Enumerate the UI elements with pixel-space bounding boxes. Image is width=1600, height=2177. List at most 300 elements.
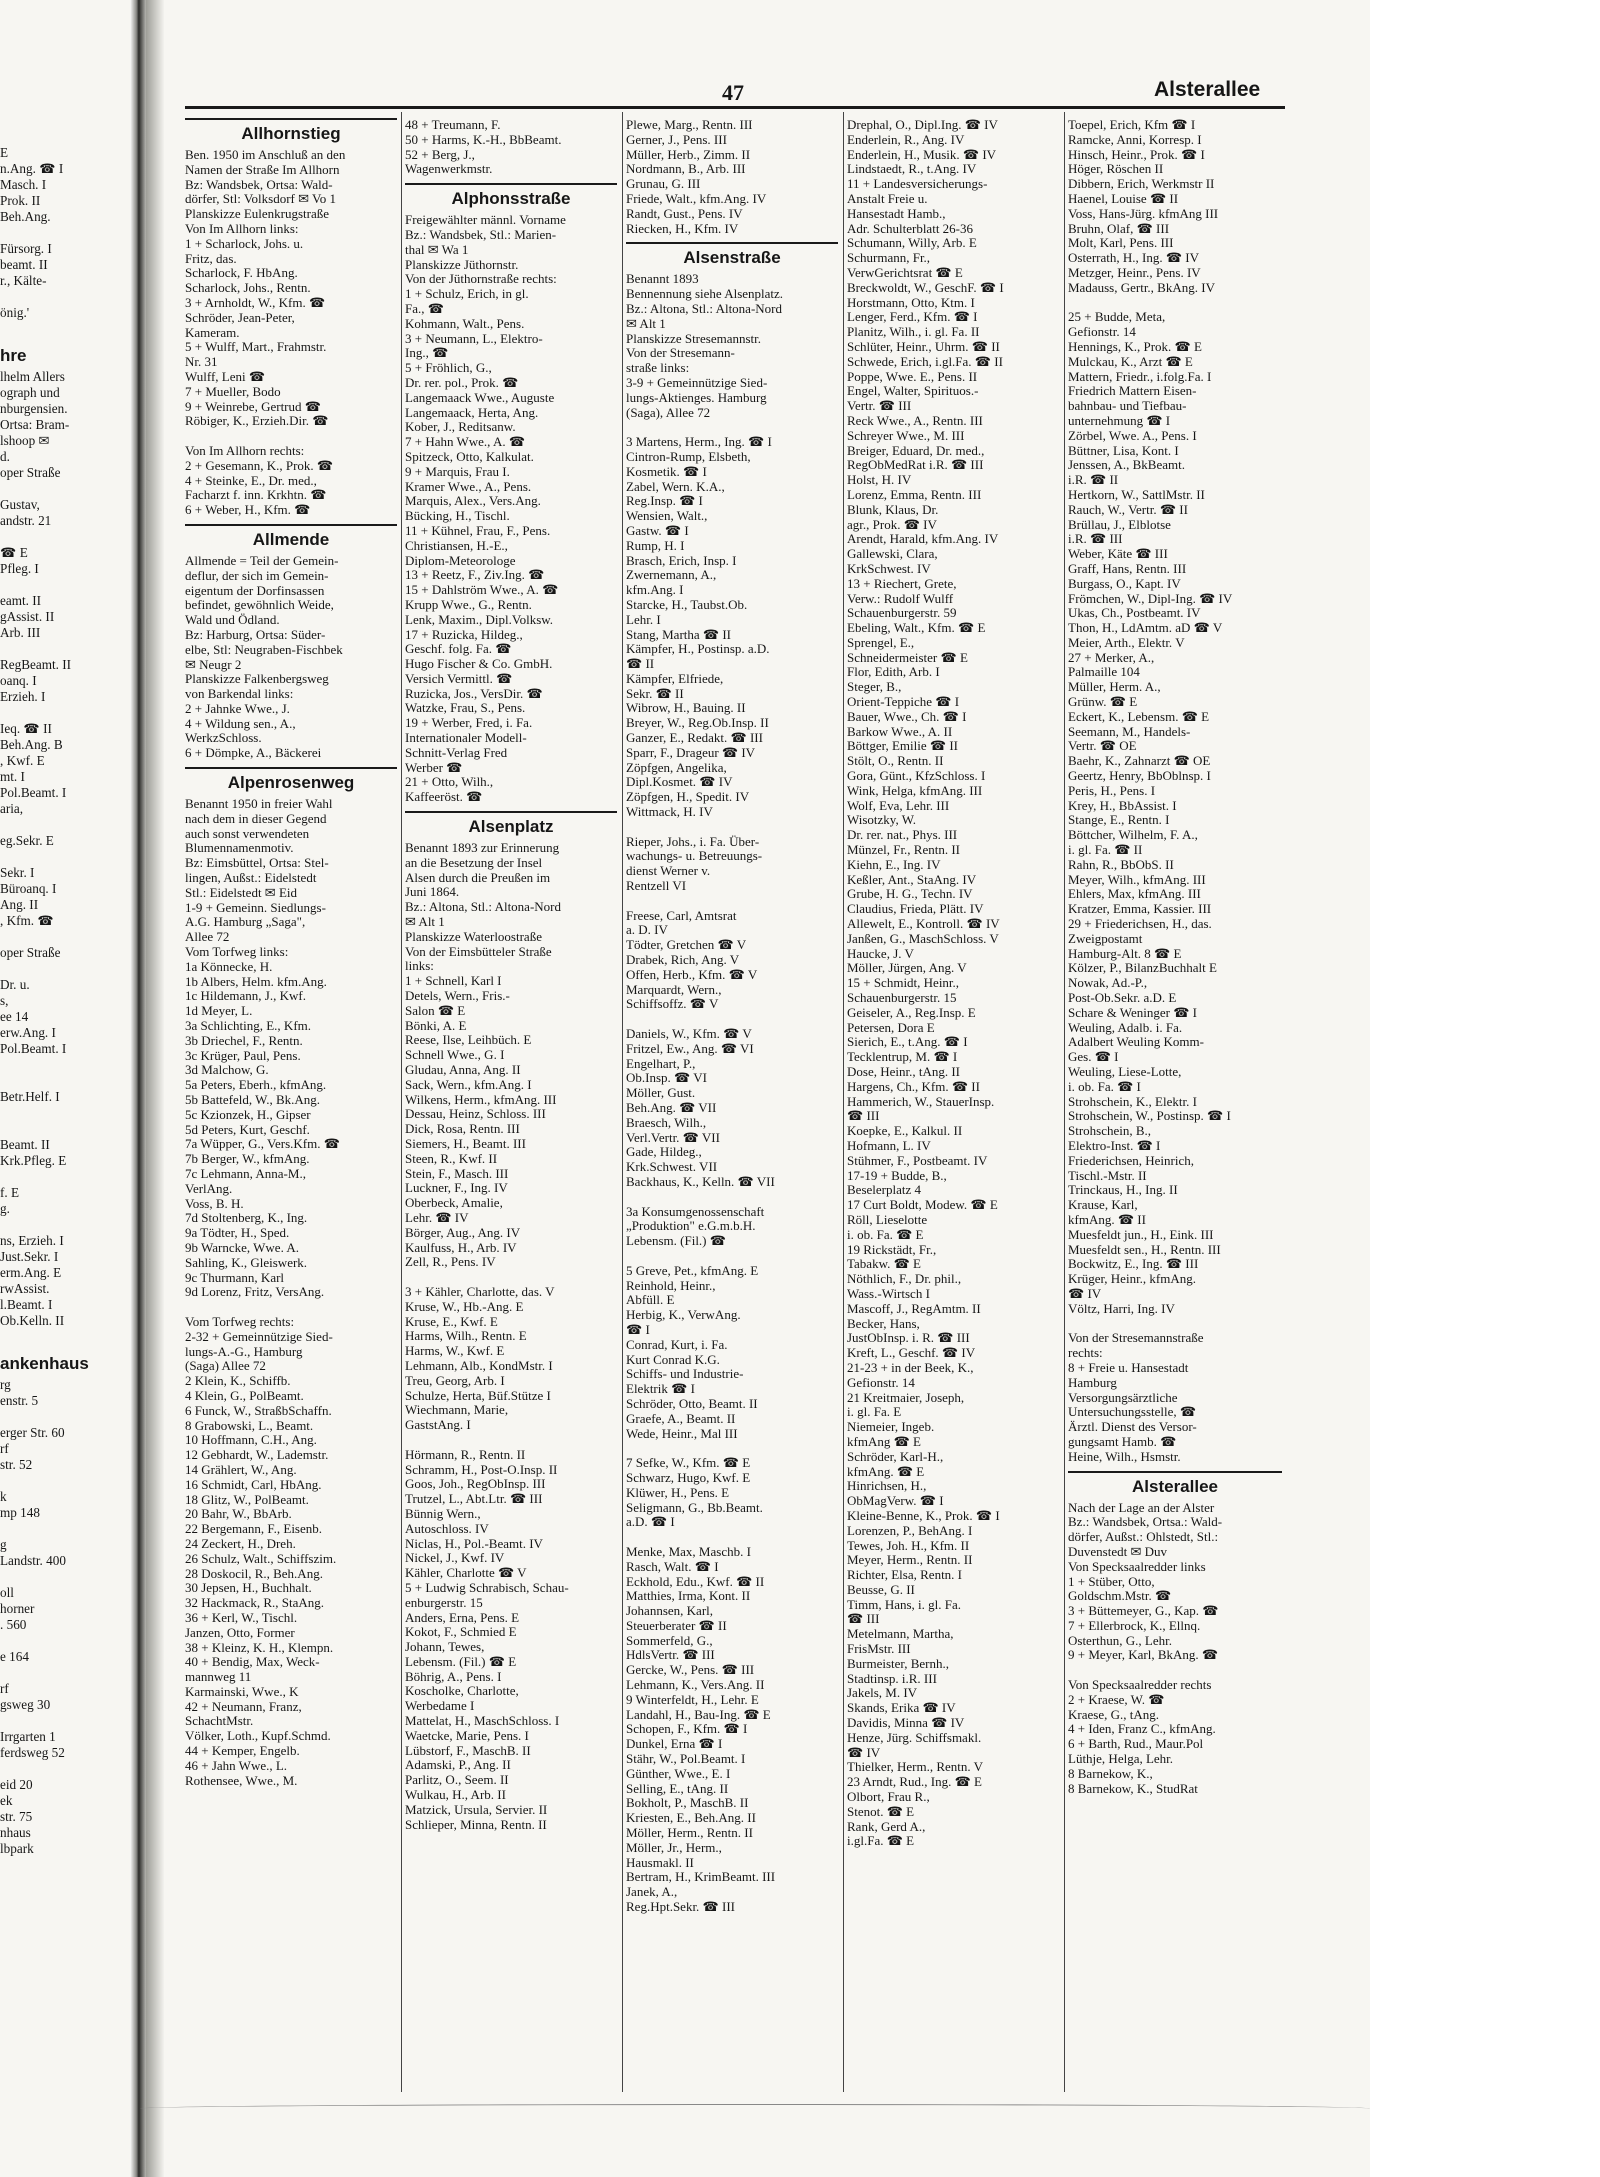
directory-line: Schwarz, Hugo, Kwf. E [626,1470,751,1485]
directory-line: ☎ III [847,1109,880,1124]
directory-line: 13 + Reetz, F., Ziv.Ing. ☎ [405,568,545,583]
directory-line: 7b Berger, W., kfmAng. [185,1152,310,1167]
directory-line: thal ✉ Wa 1 [405,242,469,257]
fragment-line [0,1473,128,1489]
directory-line: Fritzel, Ew., Ang. ☎ VI [626,1041,754,1056]
fragment-line: Just.Sekr. I [0,1249,59,1264]
directory-line: Reese, Ilse, Leihbüch. E [405,1033,532,1048]
fragment-line [0,1057,128,1073]
directory-line: Drabek, Rich, Ang. V [626,953,740,968]
fragment-line: l.Beamt. I [0,1297,53,1312]
directory-line: Zöpfgen, H., Spedit. IV [626,790,750,805]
directory-line: Schramm, H., Post-O.Insp. II [405,1462,558,1477]
directory-line: Lehr. ☎ IV [405,1210,469,1225]
directory-line: Bz.: Altona, Stl.: Altona-Nord [405,900,561,915]
directory-line: Völtz, Harri, Ing. IV [1068,1301,1175,1316]
directory-line: Karmainski, Wwe., K [185,1684,299,1699]
directory-line: Randt, Gust., Pens. IV [626,206,743,221]
directory-line: 17 Curt Boldt, Modew. ☎ E [847,1198,998,1213]
directory-line: 8 Barnekow, K., StudRat [1068,1781,1198,1796]
directory-line: Wolf, Eva, Lehr. III [847,798,950,813]
directory-line: enburgerstr. 15 [405,1595,483,1610]
directory-line: Kramer Wwe., A., Pens. [405,479,532,494]
fragment-line: ograph und [0,385,60,400]
directory-line: Schauenburgerstr. 15 [847,991,957,1006]
directory-line: 2 Klein, K., Schiffb. [185,1374,291,1389]
directory-line: Johannsen, Karl, [626,1604,714,1619]
directory-line: Ärztl. Dienst des Versor- [1068,1420,1197,1435]
directory-line: Schiffs- und Industrie- [626,1367,744,1382]
directory-line: bahnbau- und Tiefbau- [1068,399,1187,414]
directory-line: Hansestadt Hamb., [847,206,946,221]
directory-line: Sack, Wern., kfm.Ang. I [405,1077,532,1092]
directory-line: Kurt Conrad K.G. [626,1352,720,1367]
directory-line: Müller, Herb., Zimm. II [626,147,751,162]
directory-line: 5 + Fröhlich, G., [405,361,492,376]
street-heading: Alphonsstraße [405,183,617,210]
directory-line: Zörbel, Wwe. A., Pens. I [1068,428,1197,443]
directory-line: Kosmetik. ☎ I [626,464,707,479]
directory-line: 3b Driechel, F., Rentn. [185,1033,303,1048]
directory-line: Nowak, Ad.-P., [1068,976,1148,991]
directory-line: straße links: [626,361,690,376]
directory-line: Kämpfer, Elfriede, [626,671,724,686]
directory-line: 9 + Weinrebe, Gertrud ☎ [185,399,321,414]
directory-line: Namen der Straße Im Allhorn [185,162,340,177]
directory-line: i. gl. Fa. E [847,1405,902,1420]
directory-line: 10 Hoffmann, C.H., Ang. [185,1433,317,1448]
directory-line: 2 + Kraese, W. ☎ [1068,1692,1165,1707]
directory-line: VerlAng. [185,1181,233,1196]
directory-line: Gludau, Anna, Ang. II [405,1063,521,1078]
fragment-line: nhaus [0,1825,31,1840]
directory-line: Zwernemann, A., [626,568,717,583]
directory-line: ☎ II [626,657,655,672]
directory-line: 17-19 + Budde, B., [847,1168,947,1183]
directory-line: Schnitt-Verlag Fred [405,745,508,760]
directory-line: Gallewski, Clara, [847,547,938,562]
directory-line: Seligmann, G., Bb.Beamt. [626,1500,763,1515]
directory-line: kfmAng ☎ E [847,1434,921,1449]
fragment-line [0,1633,128,1649]
fragment-line [0,641,128,657]
directory-line: Kameram. [185,325,240,340]
fragment-line: Pfleg. I [0,561,39,576]
directory-line: Beselerplatz 4 [847,1183,921,1198]
fragment-line: erm.Ang. E [0,1265,62,1280]
directory-line: Hennings, K., Prok. ☎ E [1068,339,1202,354]
street-heading: Allmende [185,524,397,551]
directory-line: Kämpfer, H., Postinsp. a.D. [626,642,770,657]
street-heading: Alsenstraße [626,242,838,269]
directory-line: 11 + Landesversicherungs- [847,177,988,192]
directory-line: Benannt 1893 zur Erinnerung [405,841,560,856]
directory-line: Lindstaedt, R., t.Ang. IV [847,162,977,177]
directory-line: Von der Eimsbütteler Straße [405,944,552,959]
fragment-line: E [0,145,9,160]
directory-line: Bz: Wandsbek, Ortsa: Wald- [185,177,333,192]
directory-line: deflur, der sich im Gemein- [185,568,329,583]
directory-line: Siemers, H., Beamt. III [405,1137,526,1151]
directory-line: Reg.Hpt.Sekr. ☎ III [626,1900,735,1915]
fragment-heading: ankenhaus [0,1354,89,1373]
directory-line: lungs-A.-G., Hamburg [185,1344,303,1359]
directory-line: Sierich, E., t.Ang. ☎ I [847,1035,968,1050]
directory-line: Claudius, Frieda, Plätt. IV [847,902,984,917]
directory-line: Diplom-Meteorologe [405,553,516,568]
directory-line: Strohschein, W., Postinsp. ☎ I [1068,1109,1231,1124]
street-heading: Allhornstieg [185,118,397,145]
directory-line: Osterthun, G., Lehr. [1068,1633,1172,1648]
directory-line: Tewes, Joh. H., Kfm. II [847,1538,970,1553]
directory-line: Grube, H. G., Techn. IV [847,887,973,902]
directory-line: Bockwitz, E., Ing. ☎ III [1068,1257,1199,1272]
fragment-line: ☎ E [0,545,28,560]
directory-line: Schlieper, Minna, Rentn. II [405,1817,547,1832]
directory-line: Jenssen, A., BkBeamt. [1068,458,1185,473]
directory-line: Von Specksaalredder rechts [1068,1678,1212,1693]
directory-line: Beh.Ang. ☎ VII [626,1101,717,1115]
directory-line: Benannt 1893 [626,272,699,287]
directory-line: Lübstorf, F., MaschB. II [405,1743,531,1758]
fragment-spacer [0,1329,128,1345]
directory-line: Wibrow, H., Bauing. II [626,701,746,716]
directory-line: Peris, H., Pens. I [1068,783,1156,798]
directory-line: 26 Schulz, Walt., Schiffszim. [185,1551,337,1566]
directory-line: Hausmakl. II [626,1855,694,1870]
directory-line: Schröder, Otto, Beamt. II [626,1396,758,1411]
fragment-line: r., Kälte- [0,273,47,288]
directory-line: Schröder, Karl-H., [847,1449,944,1464]
directory-line: kfm.Ang. I [626,583,684,598]
directory-line [626,1190,838,1205]
directory-line: Osterrath, H., Ing. ☎ IV [1068,251,1199,266]
directory-line: Von der Stresemann- [626,346,735,361]
directory-line: Vom Torfweg links: [185,945,289,960]
directory-line: Olbort, Frau R., [847,1790,930,1805]
directory-line: 4 + Iden, Franz C., kfmAng. [1068,1722,1216,1737]
directory-line: VerwGerichtsrat ☎ E [847,265,963,280]
directory-line: Stähr, W., Pol.Beamt. I [626,1752,746,1767]
directory-line: Scharlock, Johs., Rentn. [185,281,311,296]
directory-line [626,1530,838,1545]
directory-line: Lenger, Ferd., Kfm. ☎ I [847,310,978,325]
directory-line: Planskizze Jüthornstr. [405,257,519,272]
directory-line: Matthies, Irma, Kont. II [626,1589,751,1604]
directory-line: Elektrik ☎ I [626,1382,695,1397]
directory-line: Wald und Ödland. [185,613,280,628]
directory-line: lungs-Aktienges. Hamburg [626,390,767,405]
fragment-line: Büroanq. I [0,881,57,896]
directory-line: Böhrig, A., Pens. I [405,1669,502,1684]
directory-line: Planskizze Eulenkrugstraße [185,207,330,222]
header-rule [185,106,1285,109]
directory-line: ☎ I [626,1322,650,1337]
directory-line: Riecken, H., Kfm. IV [626,221,739,236]
directory-line: Büttner, Lisa, Kont. I [1068,443,1179,458]
directory-line: GaststAng. I [405,1418,471,1433]
fragment-line: oll [0,1585,14,1600]
fragment-line: g. [0,1201,10,1216]
street-heading: Alsenplatz [405,811,617,838]
fragment-line [0,1217,128,1233]
directory-line: Orient-Teppiche ☎ I [847,695,960,710]
directory-line: Ruzicka, Jos., VersDir. ☎ [405,686,543,701]
directory-line: Anstalt Freie u. [847,191,928,206]
directory-line: Lehmann, K., Vers.Ang. II [626,1678,765,1693]
directory-line: Hörmann, R., Rentn. II [405,1447,526,1462]
directory-line: 46 + Jahn Wwe., L. [185,1758,288,1773]
directory-line: Gefionstr. 14 [847,1375,915,1390]
directory-line: nach dem in dieser Gegend [185,811,327,826]
directory-line: Marquis, Alex., Vers.Ang. [405,494,541,509]
fragment-line: eamt. II [0,593,42,608]
directory-line: Schiffsoffz. ☎ V [626,997,719,1012]
directory-line: „Produktion" e.G.m.b.H. [626,1219,756,1234]
directory-line: Goos, Joh., RegObInsp. III [405,1477,546,1492]
directory-line: Ges. ☎ I [1068,1050,1119,1065]
directory-line: Wisotzky, W. [847,813,917,828]
fragment-line: Ortsa: Bram- [0,417,70,432]
directory-line: links: [405,959,434,974]
directory-line: Verl.Vertr. ☎ VII [626,1130,720,1145]
directory-line: 5b Battefeld, W., Bk.Ang. [185,1093,321,1108]
directory-line: Autoschloss. IV [405,1521,489,1536]
fragment-line: horner [0,1601,35,1616]
directory-line: dörfer, Außst.: Ohlstedt, Stl.: [1068,1530,1219,1545]
directory-line: Wede, Heinr., Mal III [626,1426,738,1441]
directory-line: Freese, Carl, Amtsrat [626,908,737,923]
directory-line: Bennennung siehe Alsenplatz. [626,287,784,302]
fragment-line: Landstr. 400 [0,1553,66,1568]
directory-line: Wulkau, H., Arb. II [405,1788,506,1803]
directory-line: Reinhold, Heinr., [626,1278,716,1293]
fragment-line: Gustav, [0,497,40,512]
directory-line: Schumann, Willy, Arb. E [847,236,977,251]
fragment-line: . 560 [0,1617,27,1632]
directory-line: mannweg 11 [185,1670,252,1685]
directory-line: Lorenzen, P., BehAng. I [847,1523,973,1538]
directory-line: Krupp Wwe., G., Rentn. [405,597,532,612]
directory-line: Poppe, Wwe. E., Pens. II [847,369,978,384]
directory-line: Muesfeldt sen., H., Rentn. III [1068,1242,1221,1257]
directory-line: Geiseler, A., Reg.Insp. E [847,1005,976,1020]
directory-line: 8 + Freie u. Hansestadt [1068,1360,1189,1375]
directory-line: Schurmann, Fr., [847,251,931,266]
directory-line: ObMagVerw. ☎ I [847,1494,944,1509]
directory-line: Stl.: Eidelstedt ✉ Eid [185,885,297,900]
directory-line: Abfüll. E [626,1293,675,1308]
directory-line: Tischl.-Mstr. II [1068,1168,1147,1183]
directory-line: 3 + Neumann, L., Elektro- [405,331,543,346]
directory-line [626,894,838,909]
directory-line: Breyer, W., Reg.Ob.Insp. II [626,716,769,731]
directory-line: Blunk, Klaus, Dr. [847,502,939,517]
directory-line: Schneidermeister ☎ E [847,650,968,665]
directory-line: Trutzel, L., Abt.Ltr. ☎ III [405,1492,543,1507]
directory-line: 44 + Kemper, Engelb. [185,1744,300,1759]
directory-line: Harms, W., Kwf. E [405,1344,505,1359]
directory-line: 1 + Schnell, Karl I [405,974,502,989]
directory-line: Backhaus, K., Kelln. ☎ VII [626,1174,775,1189]
fragment-line: Masch. I [0,177,47,192]
fragment-line [0,529,128,545]
directory-line [626,1441,838,1456]
directory-line: Möller, Jürgen, Ang. V [847,961,967,976]
directory-line: Dr. rer. nat., Phys. III [847,828,958,843]
fragment-line: rf [0,1681,9,1696]
directory-line: 11 + Kühnel, Frau, F., Pens. [405,523,551,538]
directory-line: Becker, Hans, [847,1316,920,1331]
fragment-line [0,1569,128,1585]
directory-line: Dick, Rosa, Rentn. III [405,1122,520,1137]
directory-line: Grünw. ☎ E [1068,695,1138,710]
directory-line [626,820,838,835]
directory-line: Von Im Allhorn links: [185,221,299,236]
directory-line: 5a Peters, Eberh., kfmAng. [185,1078,327,1093]
directory-line: Benannt 1950 in freier Wahl [185,797,333,812]
directory-line: Trinckaus, H., Ing. II [1068,1183,1178,1198]
directory-line: 9 + Meyer, Karl, BkAng. ☎ [1068,1648,1219,1663]
directory-line: 23 Arndt, Rud., Ing. ☎ E [847,1775,982,1790]
directory-line: Bönki, A. E [405,1018,467,1033]
directory-line: Luckner, F., Ing. IV [405,1181,508,1196]
directory-line: 7 + Ellerbrock, K., Ellnq. [1068,1618,1201,1633]
directory-line: 1a Könnecke, H. [185,959,273,974]
directory-line: 7a Wüpper, G., Vers.Kfm. ☎ [185,1137,340,1152]
directory-line: Heine, Wilh., Hsmstr. [1068,1449,1181,1464]
directory-line: Lebensm. (Fil.) ☎ E [405,1654,517,1669]
directory-line: Tecklentrup, M. ☎ I [847,1050,958,1065]
directory-line: Ganzer, E., Redakt. ☎ III [626,731,763,746]
directory-line: 4 + Steinke, E., Dr. med., [185,473,317,488]
directory-line: Adr. Schulterblatt 26-36 [847,221,974,236]
directory-line: Alsen durch die Preußen im [405,870,551,885]
directory-line: Kohmann, Walt., Pens. [405,316,525,331]
directory-line: Gora, Günt., KfzSchloss. I [847,769,986,784]
directory-line: Kratzer, Emma, Kassier. III [1068,902,1212,917]
fragment-line: , Kfm. ☎ [0,913,54,928]
directory-line: 1c Hildemann, J., Kwf. [185,989,306,1004]
directory-line: Gercke, W., Pens. ☎ III [626,1663,755,1678]
directory-line: Steen, R., Kwf. II [405,1151,498,1166]
directory-line: Schröder, Jean-Peter, [185,310,295,325]
directory-line: Dessau, Heinz, Schloss. III [405,1107,546,1122]
directory-line: Hammerich, W., StauerInsp. [847,1094,995,1109]
fragment-line: Fürsorg. I [0,241,52,256]
directory-line: Adalbert Weuling Komm- [1068,1035,1204,1050]
directory-line: Post-Ob.Sekr. a.D. E [1068,991,1177,1006]
directory-line: Fritz, das. [185,251,237,266]
directory-line: Weuling, Adalb. i. Fa. [1068,1020,1183,1035]
directory-line: Brüllau, J., Elblotse [1068,517,1171,532]
directory-line: Bz: Harburg, Ortsa: Süder- [185,627,326,642]
directory-line: Holst, H. IV [847,473,912,488]
fragment-line [0,1169,128,1185]
directory-line: Allee 72 [185,930,230,945]
directory-line: Hamburg-Alt. 8 ☎ E [1068,946,1182,961]
directory-line: Ehlers, Max, kfmAng. III [1068,887,1201,902]
directory-line: Barkow Wwe., A. II [847,724,953,739]
directory-line: Madauss, Gertr., BkAng. IV [1068,280,1215,295]
directory-line: 1b Albers, Helm. kfm.Ang. [185,974,327,989]
directory-line: Niclas, H., Pol.-Beamt. IV [405,1536,543,1551]
directory-line: Münzel, Fr., Rentn. II [847,843,961,858]
directory-line: Strohschein, K., Elektr. I [1068,1094,1197,1109]
directory-line: Ramcke, Anni, Korresp. I [1068,132,1202,147]
directory-line: Krause, Karl, [1068,1198,1138,1213]
directory-line: Rieper, Johs., i. Fa. Über- [626,834,760,849]
fragment-line: Ang. II [0,897,39,912]
directory-line: Ing., ☎ [405,346,449,361]
directory-line: Stadtinsp. i.R. III [847,1671,937,1686]
directory-line: 7 Sefke, W., Kfm. ☎ E [626,1456,751,1471]
directory-line: Krüger, Heinr., kfmAng. [1068,1272,1197,1287]
fragment-line: Pol.Beamt. I [0,1041,67,1056]
directory-line: Rump, H. I [626,538,685,553]
directory-line: Röbiger, K., Erzieh.Dir. ☎ [185,414,329,429]
directory-line: ☎ IV [1068,1286,1102,1301]
directory-line: Vom Torfweg rechts: [185,1314,295,1329]
directory-line: i. ob. Fa. ☎ E [847,1227,924,1242]
fragment-line: erger Str. 60 [0,1425,65,1440]
fragment-line: Prok. II [0,193,41,208]
directory-line: 27 + Merker, A., [1068,650,1155,665]
directory-line: Freigewählter männl. Vorname [405,213,566,228]
book-gutter [146,0,164,2177]
directory-line: Kruse, E., Kwf. E [405,1314,498,1329]
directory-line: Bz.: Altona, Stl.: Altona-Nord [626,301,782,316]
directory-line: Höger, Röschen II [1068,162,1164,177]
directory-line: Scharlock, F. HbAng. [185,266,298,281]
directory-line: Hertkorn, W., SattlMstr. II [1068,487,1205,502]
directory-line: 1 + Stüber, Otto, [1068,1574,1155,1589]
directory-line: 15 + Dahlström Wwe., A. ☎ [405,583,559,598]
directory-line: Janzen, Otto, Former [185,1625,295,1640]
directory-line: 5 Greve, Pet., kfmAng. E [626,1263,759,1278]
directory-line: Stein, F., Masch. III [405,1166,509,1181]
directory-line: 6 + Dömpke, A., Bäckerei [185,746,322,761]
directory-line: 5 + Wulff, Mart., Frahmstr. [185,340,327,355]
directory-line: 12 Gebhardt, W., Lademstr. [185,1448,329,1463]
directory-line: Hamburg [1068,1375,1117,1390]
fragment-line: lhelm Allers [0,369,65,384]
directory-line: RegObMedRat i.R. ☎ III [847,458,984,473]
directory-line: Friede, Walt., kfm.Ang. IV [626,191,767,206]
directory-line: Spitzeck, Otto, Kalkulat. [405,449,534,464]
directory-line: Krk.Schwest. VII [626,1160,718,1175]
directory-line: 6 + Barth, Rud., Maur.Pol [1068,1737,1204,1752]
fragment-line [0,1105,128,1121]
directory-line: Böttcher, Wilhelm, F. A., [1068,828,1198,843]
fragment-line: nburgensien. [0,401,68,416]
directory-line: 8 Barnekow, K., [1068,1766,1153,1781]
directory-line: Von Im Allhorn rechts: [185,443,305,458]
directory-line: i.R. ☎ II [1068,473,1119,488]
directory-line: 48 + Treumann, F. [405,118,501,132]
fragment-line: Irrgarten 1 [0,1729,56,1744]
directory-line: Nöthlich, F., Dr. phil., [847,1272,962,1287]
directory-line: 6 + Weber, H., Kfm. ☎ [185,503,311,518]
directory-line: Steger, B., [847,680,902,695]
directory-line: Ukas, Ch., Postbeamt. IV [1068,606,1201,621]
fragment-line [0,817,128,833]
directory-line: 19 + Werber, Fred, i. Fa. [405,716,533,731]
directory-line: 1 + Scharlock, Johs. u. [185,236,304,251]
directory-line: Seemann, M., Handels- [1068,724,1191,739]
column-2 [405,118,617,2098]
fragment-spacer [0,321,128,337]
